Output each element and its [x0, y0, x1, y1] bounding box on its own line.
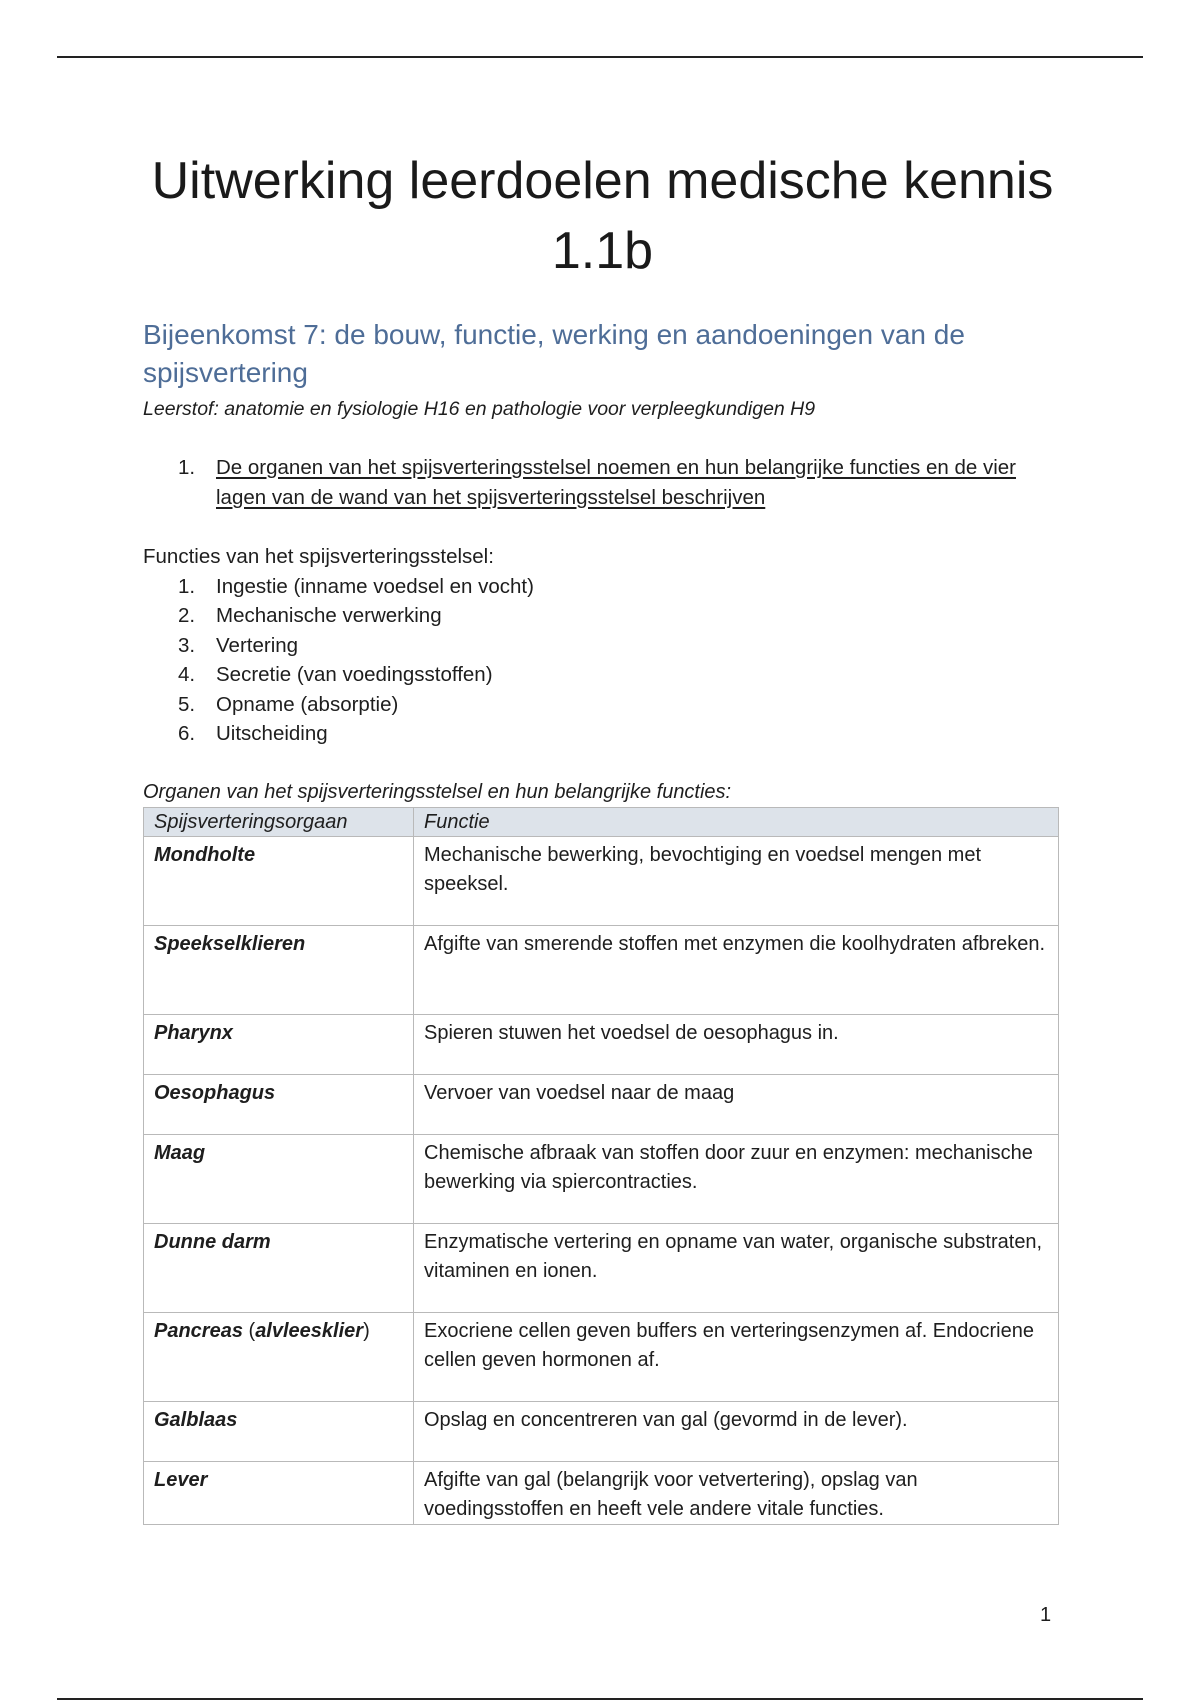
- organ-cell: Mondholte: [144, 837, 414, 926]
- list-item-number: 6.: [178, 722, 196, 746]
- document-title: [110, 146, 1095, 286]
- organ-paren-open: (: [242, 1320, 256, 1342]
- function-cell: Mechanische bewerking, bevochtiging en voedsel mengen met speeksel.: [414, 837, 1059, 926]
- organs-table: [143, 807, 1059, 1525]
- table-row: [144, 1402, 1059, 1462]
- organ-cell: [144, 1313, 414, 1402]
- header-rule: [57, 56, 1143, 58]
- learning-goal-text: De organen van het spijsverteringsstelsel noemen en hun belangrijke functies en de vier lagen van de wand van het spijsverteringsstelsel beschrijven: [216, 456, 1016, 509]
- list-item: [178, 719, 534, 748]
- function-cell: Chemische afbraak van stoffen door zuur en enzymen: mechanische bewerking via spiercontracties.: [414, 1135, 1059, 1224]
- organ-cell: Speekselklieren: [144, 926, 414, 1015]
- table-row: [144, 926, 1059, 1015]
- table-caption: Organen van het spijsverteringsstelsel en hun belangrijke functies:: [143, 781, 732, 803]
- list-item: [178, 631, 534, 660]
- organ-cell: Oesophagus: [144, 1075, 414, 1135]
- function-cell: Afgifte van smerende stoffen met enzymen die koolhydraten afbreken.: [414, 926, 1059, 1015]
- organ-cell: Dunne darm: [144, 1224, 414, 1313]
- list-item: [178, 601, 534, 630]
- table-row: [144, 837, 1059, 926]
- organ-cell: Maag: [144, 1135, 414, 1224]
- function-cell: Enzymatische vertering en opname van water, organische substraten, vitaminen en ionen.: [414, 1224, 1059, 1313]
- column-header-organ: Spijsverteringsorgaan: [144, 808, 414, 837]
- table-header-row: [144, 808, 1059, 837]
- column-header-function: Functie: [414, 808, 1059, 837]
- list-item-number: 3.: [178, 633, 196, 657]
- list-item-number: 1.: [178, 575, 196, 598]
- table-row: [144, 1313, 1059, 1402]
- function-cell: Exocriene cellen geven buffers en verteringsenzymen af. Endocriene cellen geven hormonen af.: [414, 1313, 1059, 1402]
- list-item-text: Uitscheiding: [216, 722, 328, 746]
- list-item-number: 4.: [178, 663, 196, 687]
- organ-cell: Galblaas: [144, 1402, 414, 1462]
- learning-goal: [178, 453, 1058, 513]
- list-item-text: Secretie (van voedingsstoffen): [216, 663, 493, 687]
- leerstof-line: Leerstof: anatomie en fysiologie H16 en pathologie voor verpleegkundigen H9: [143, 398, 816, 420]
- list-item-number: 5.: [178, 692, 196, 716]
- functions-list: [178, 572, 534, 748]
- function-cell: Afgifte van gal (belangrijk voor vetvertering), opslag van voedingsstoffen en heeft vele andere vitale functies.: [414, 1462, 1059, 1525]
- page-number: 1: [1040, 1604, 1052, 1626]
- organ-cell: Lever: [144, 1462, 414, 1525]
- table-row: [144, 1015, 1059, 1075]
- table-row: [144, 1075, 1059, 1135]
- organ-alt-name: alvleesklier: [255, 1320, 364, 1342]
- function-cell: Vervoer van voedsel naar de maag: [414, 1075, 1059, 1135]
- functions-title: Functies van het spijsverteringsstelsel:: [143, 545, 494, 568]
- organ-paren-close: ): [363, 1320, 370, 1342]
- list-item-number: 2.: [178, 604, 196, 628]
- organ-cell: Pharynx: [144, 1015, 414, 1075]
- organ-name: Pancreas: [154, 1320, 243, 1342]
- title-line-2: 1.1b: [551, 222, 654, 280]
- list-item: [178, 660, 534, 689]
- list-item-text: Opname (absorptie): [216, 692, 399, 716]
- function-cell: Opslag en concentreren van gal (gevormd in de lever).: [414, 1402, 1059, 1462]
- list-item-text: Mechanische verwerking: [216, 604, 442, 628]
- title-line-1: Uitwerking leerdoelen medische kennis: [151, 152, 1054, 210]
- function-cell: Spieren stuwen het voedsel de oesophagus in.: [414, 1015, 1059, 1075]
- table-row: [144, 1462, 1059, 1525]
- section-heading: Bijeenkomst 7: de bouw, functie, werking en aandoeningen van de spijsvertering: [143, 319, 965, 388]
- list-item-text: Ingestie (inname voedsel en vocht): [216, 575, 534, 598]
- list-item: [178, 690, 534, 719]
- list-item: [178, 572, 534, 601]
- table-row: [144, 1224, 1059, 1313]
- table-row: [144, 1135, 1059, 1224]
- learning-goal-number: 1.: [178, 456, 196, 479]
- list-item-text: Vertering: [216, 633, 299, 657]
